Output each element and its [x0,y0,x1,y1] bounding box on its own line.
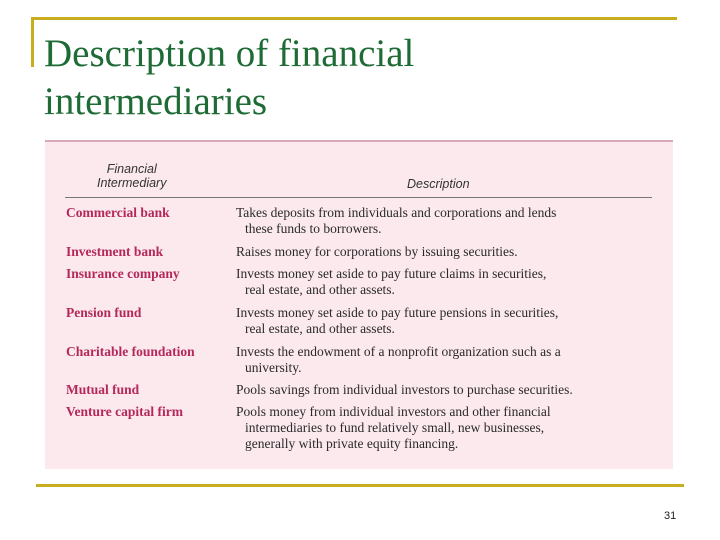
intermediary-name: Commercial bank [66,205,170,220]
intermediary-name: Venture capital firm [66,404,183,419]
intermediaries-table [45,140,673,469]
intermediary-column-header: Financial Intermediary [97,162,167,190]
intermediary-name: Investment bank [66,244,164,259]
slide-title: Description of financial intermediaries [44,32,415,123]
intermediary-description [236,404,656,452]
description-line: intermediaries to fund relatively small, new businesses, [245,420,545,435]
intermediary-name: Pension fund [66,305,142,320]
intermediary-description [236,344,656,376]
description-line: Pools money from individual investors and other financial [236,404,551,419]
description-line: university. [245,360,302,375]
description-line: these funds to borrowers. [245,221,382,236]
description-line: generally with private equity financing. [245,436,459,451]
description-line: real estate, and other assets. [245,321,395,336]
description-line: Pools savings from individual investors to purchase securities. [236,382,573,397]
description-line: Raises money for corporations by issuing securities. [236,244,518,259]
left-decorative-rule [31,17,34,67]
table-body [45,142,673,469]
description-line: Invests money set aside to pay future pensions in securities, [236,305,559,320]
intermediary-description [236,305,656,337]
intermediary-description [236,382,656,398]
intermediary-name: Charitable foundation [66,344,195,359]
description-line: real estate, and other assets. [245,282,395,297]
page-number: 31 [664,510,677,522]
bottom-decorative-rule [36,484,684,487]
intermediary-description [236,266,656,298]
intermediary-name: Mutual fund [66,382,140,397]
intermediary-description [236,205,656,237]
description-line: Takes deposits from individuals and corporations and lends [236,205,557,220]
intermediary-name: Insurance company [66,266,180,281]
top-decorative-rule [31,17,677,20]
description-line: Invests money set aside to pay future claims in securities, [236,266,547,281]
intermediary-description [236,244,656,260]
description-column-header: Description [407,177,470,191]
description-line: Invests the endowment of a nonprofit organization such as a [236,344,561,359]
